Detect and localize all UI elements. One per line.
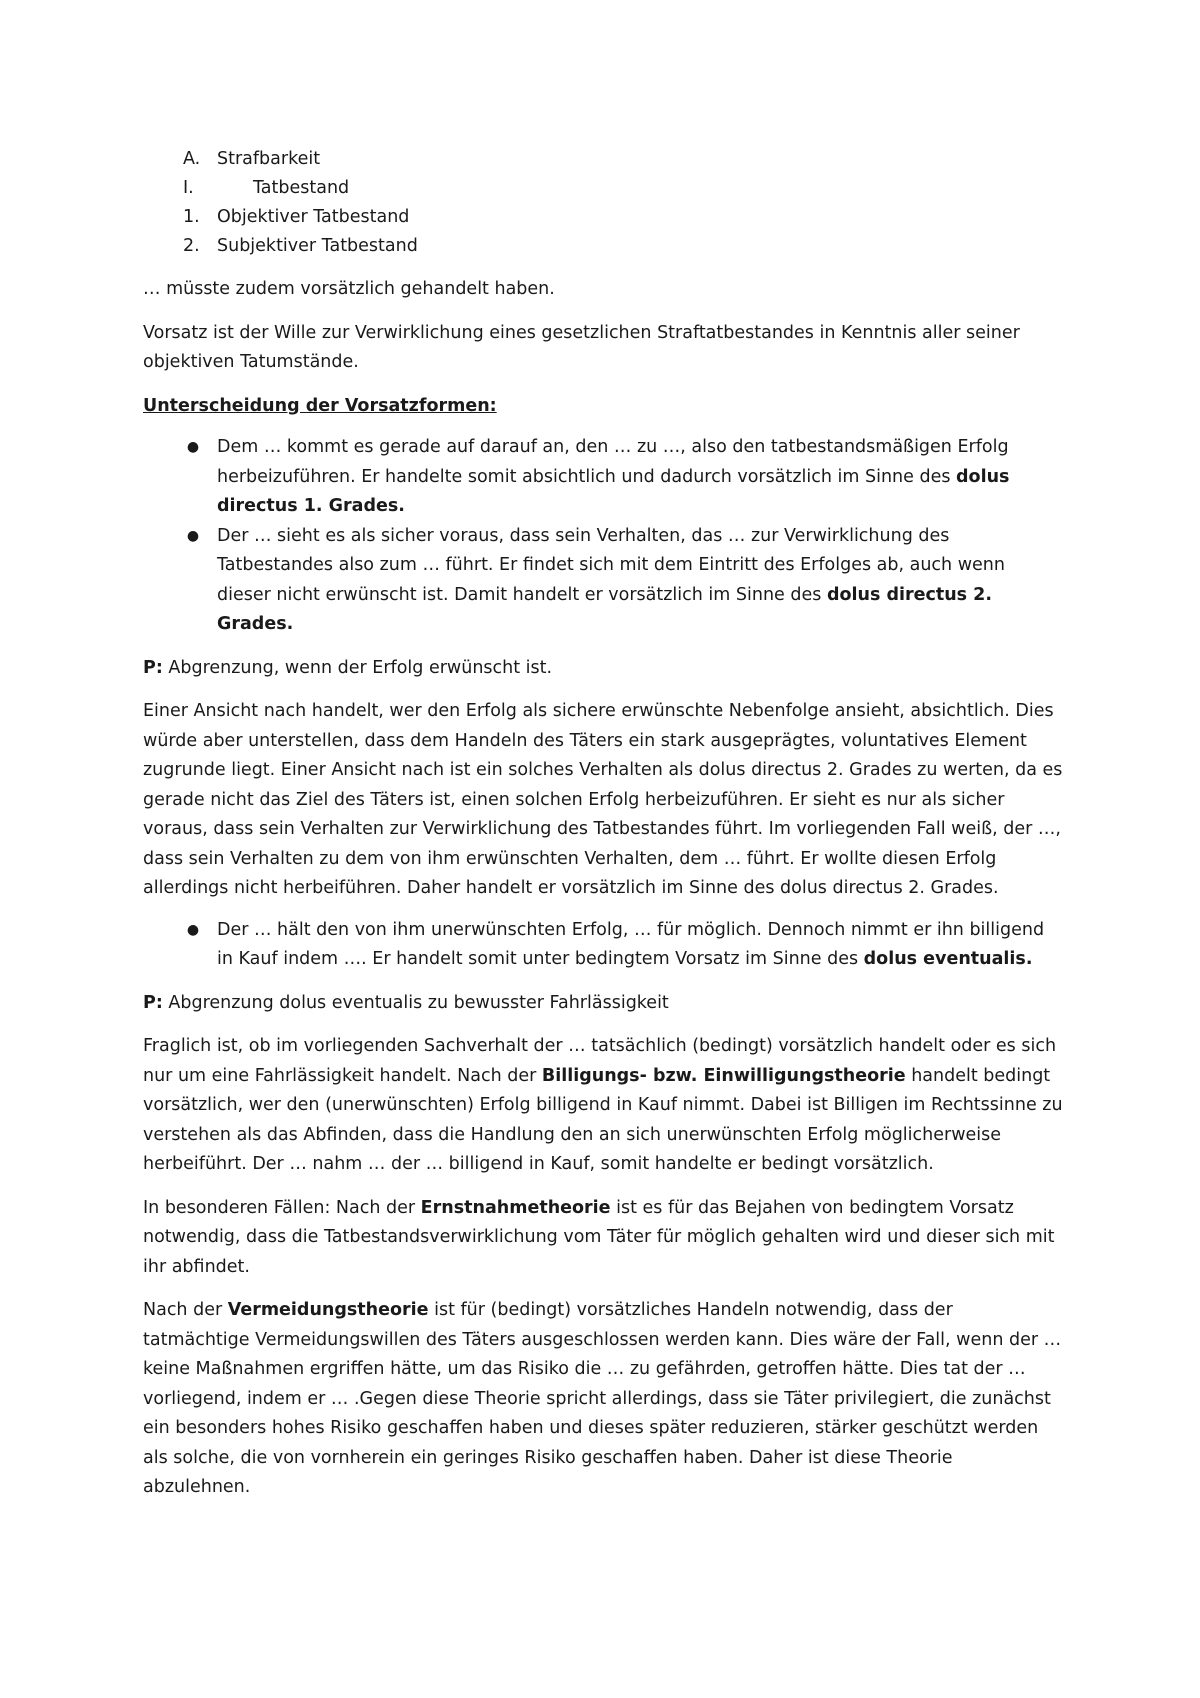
bullet-bold-term: dolus eventualis xyxy=(863,949,1026,969)
outline-list xyxy=(143,145,1063,261)
bullet-item xyxy=(143,916,1063,975)
outline-label: Tatbestand xyxy=(253,178,350,198)
body-paragraph xyxy=(143,1032,1063,1180)
outline-number: I. xyxy=(183,178,194,198)
body-paragraph: Einer Ansicht nach handelt, wer den Erfolg als sichere erwünschte Nebenfolge ansieht, absichtlich. Dies würde aber unterstellen, dass dem Handeln des Täters ein stark ausgeprägtes, voluntatives Element zugrunde liegt. Einer Ansicht nach ist ein solches Verhalten als dolus directus 2. Grades zu werten, da es gerade nicht das Ziel des Täters ist, einen solchen Erfolg herbeizuführen. Er sieht es nur als sicher voraus, dass sein Verhalten zur Verwirklichung des Tatbestandes führt. Im vorliegenden Fall weiß, der …, dass sein Verhalten zu dem von ihm erwünschten Verhalten, dem … führt. Er wollte diesen Erfolg allerdings nicht herbeiführen. Daher handelt er vorsätzlich im Sinne des dolus directus 2. Grades. xyxy=(143,701,1063,898)
theory-term: Billigungs- bzw. Einwilligungstheorie xyxy=(541,1065,906,1086)
paragraph-text: In besonderen Fällen: Nach der xyxy=(143,1197,421,1218)
bullet-item xyxy=(143,433,1063,522)
problem-heading xyxy=(143,989,1063,1019)
section-heading: Unterscheidung der Vorsatzformen: xyxy=(143,395,497,416)
problem-text: Abgrenzung dolus eventualis zu bewusster Fahrlässigkeit xyxy=(162,992,669,1013)
theory-term: Ernstnahmetheorie xyxy=(420,1197,611,1218)
bullet-icon: ● xyxy=(186,527,200,544)
bullet-text: Der … sieht es als sicher voraus, dass sein Verhalten, das … zur Verwirklichung des Tatbestandes also zum … führt. Er findet sich mit dem Eintritt des Erfolges ab, auch wenn dieser nicht erwünscht ist. Damit handelt er vorsätzlich im Sinne des xyxy=(217,525,1005,605)
outline-item xyxy=(143,203,1063,232)
outline-number: 2. xyxy=(183,236,200,256)
theory-term: Vermeidungstheorie xyxy=(227,1300,429,1320)
paragraph-text: Fraglich ist, ob im vorliegenden Sachverhalt der … tatsächlich (bedingt) vorsätzlich handelt oder es sich nur um eine Fahrlässigkeit handelt. Nach der xyxy=(143,1036,1057,1086)
bullet-text: Der … hält den von ihm unerwünschten Erfolg, … für möglich. Dennoch nimmt er ihn billigend in Kauf indem …. Er handelt somit unter bedingtem Vorsatz im Sinne des xyxy=(217,919,1045,969)
document-content xyxy=(143,145,1063,1503)
outline-item xyxy=(143,232,1063,261)
bullet-item xyxy=(143,522,1063,640)
bullet-text: Dem … kommt es gerade auf darauf an, den … zu …, also den tatbestandsmäßigen Erfolg herbeizuführen. Er handelte somit absichtlich und dadurch vorsätzlich im Sinne des xyxy=(217,437,1009,487)
paragraph-text: Nach der xyxy=(143,1300,228,1320)
intro-paragraph: … müsste zudem vorsätzlich gehandelt haben. xyxy=(143,279,555,299)
outline-label: Subjektiver Tatbestand xyxy=(217,236,418,256)
outline-label: Strafbarkeit xyxy=(217,149,321,169)
problem-heading xyxy=(143,654,1063,684)
outline-number: A. xyxy=(183,149,201,169)
outline-item xyxy=(143,174,1063,203)
problem-text: Abgrenzung, wenn der Erfolg erwünscht ist. xyxy=(162,657,553,678)
bullet-bold-term: dolus directus 1. Grades xyxy=(217,466,1010,516)
problem-prefix: P: xyxy=(143,657,163,678)
problem-prefix: P: xyxy=(143,992,163,1013)
outline-label: Objektiver Tatbestand xyxy=(217,207,410,227)
bullet-icon: ● xyxy=(186,921,200,938)
bullet-list xyxy=(143,433,1063,640)
bullet-end: . xyxy=(398,496,405,516)
bullet-end: . xyxy=(286,614,294,634)
definition-paragraph: Vorsatz ist der Wille zur Verwirklichung eines gesetzlichen Straftatbestandes in Kenntnis aller seiner objektiven Tatumstände. xyxy=(143,322,1020,372)
outline-number: 1. xyxy=(183,207,200,227)
bullet-icon: ● xyxy=(186,439,200,455)
bullet-end: . xyxy=(1025,949,1033,969)
paragraph-text: ist es für das Bejahen von bedingtem Vorsatz notwendig, dass die Tatbestandsverwirklichung vom Täter für möglich gehalten wird und dieser sich mit ihr abfindet. xyxy=(143,1197,1055,1277)
bullet-bold-term: dolus directus 2. Grades xyxy=(217,584,993,634)
body-paragraph xyxy=(143,1194,1063,1283)
paragraph-text: handelt bedingt vorsätzlich, wer den (unerwünschten) Erfolg billigend in Kauf nimmt. Dabei ist Billigen im Rechtssinne zu verstehen als das Abfinden, dass die Handlung den an sich unerwünschten Erfolg möglicherweise herbeiführt. Der … nahm … der … billigend in Kauf, somit handelte er bedingt vorsätzlich. xyxy=(143,1065,1063,1174)
bullet-list xyxy=(143,916,1063,975)
body-paragraph xyxy=(143,1296,1063,1503)
outline-item xyxy=(143,145,1063,174)
paragraph-text: ist für (bedingt) vorsätzliches Handeln notwendig, dass der tatmächtige Vermeidungswillen des Täters ausgeschlossen werden kann. Dies wäre der Fall, wenn der … keine Maßnahmen ergriffen hätte, um das Risiko die … zu gefährden, getroffen hätte. Dies tat der … vorliegend, indem er … .Gegen diese Theorie spricht allerdings, dass sie Täter privilegiert, die zunächst ein besonders hohes Risiko geschaffen haben und dieses später reduzieren, stärker geschützt werden als solche, die von vornherein ein geringes Risiko geschaffen haben. Daher ist diese Theorie abzulehnen. xyxy=(143,1300,1062,1497)
